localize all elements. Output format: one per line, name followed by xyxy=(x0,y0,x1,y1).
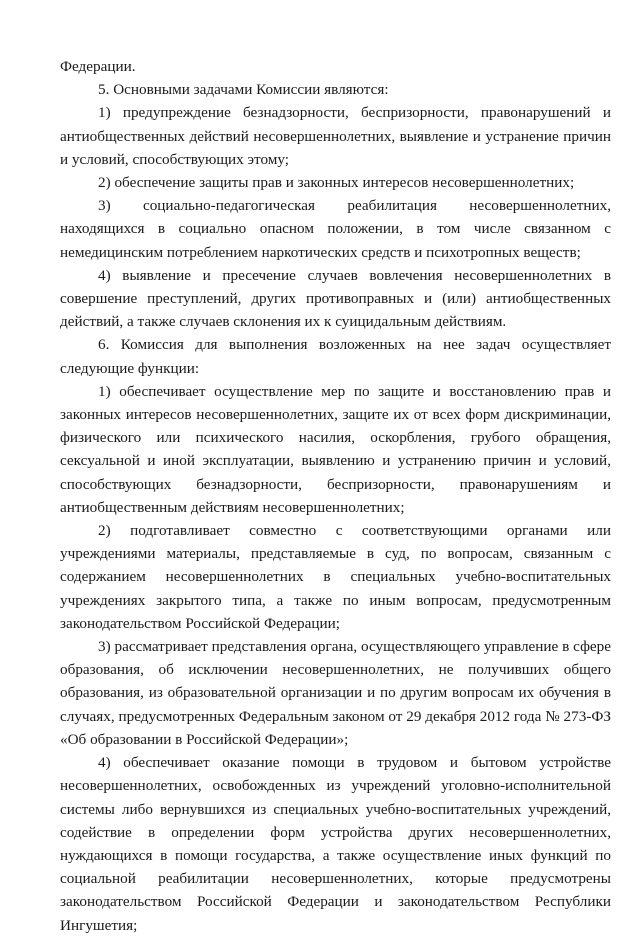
paragraph-task-3: 3) социально-педагогическая реабилитация несовершеннолетних, находящихся в социально опасном положении, в том числе связанном с немедицинским потреблением наркотических средств и психотропных веществ; xyxy=(60,197,611,261)
document-page xyxy=(60,55,611,937)
paragraph-function-4: 4) обеспечивает оказание помощи в трудовом и бытовом устройстве несовершеннолетних, освобожденных из учреждений уголовно-исполнительной системы либо вернувшихся из специальных учебно-воспитательных учреждений, содействие в определении форм устройства других несовершеннолетних, нуждающихся в помощи государства, а также осуществление иных функций по социальной реабилитации несовершеннолетних, которые предусмотрены законодательством Российской Федерации и законодательством Республики Ингушетия; xyxy=(60,754,611,934)
paragraph-function-3: 3) рассматривает представления органа, осуществляющего управление в сфере образования, об исключении несовершеннолетних, не получивших общего образования, из образовательной организации и по другим вопросам их обучения в случаях, предусмотренных Федеральным законом от 29 декабря 2012 года № 273-ФЗ «Об образовании в Российской Федерации»; xyxy=(60,638,611,748)
paragraph-task-2: 2) обеспечение защиты прав и законных интересов несовершеннолетних; xyxy=(98,174,575,192)
paragraph-function-2: 2) подготавливает совместно с соответствующими органами или учреждениями материалы, представляемые в суд, по вопросам, связанным с содержанием несовершеннолетних в специальных учебно-воспитательных учреждениях закрытого типа, а также по иным вопросам, предусмотренным законодательством Российской Федерации; xyxy=(60,522,611,632)
paragraph-task-4: 4) выявление и пресечение случаев вовлечения несовершеннолетних в совершение преступлений, других противоправных и (или) антиобщественных действий, а также случаев склонения их к суицидальным действиям. xyxy=(60,266,611,331)
paragraph-continuation: Федерации. xyxy=(60,58,136,75)
paragraph-function-1: 1) обеспечивает осуществление мер по защите и восстановлению прав и законных интересов несовершеннолетних, защите их от всех форм дискриминации, физического или психического насилия, оскорбления, грубого обращения, сексуальной и иной эксплуатации, выявлению и устранению причин и условий, способствующих безнадзорности, беспризорности, правонарушениям и антиобщественным действиям несовершеннолетних; xyxy=(60,382,611,516)
paragraph-task-1: 1) предупреждение безнадзорности, беспризорности, правонарушений и антиобщественных действий несовершеннолетних, выявление и устранение причин и условий, способствующих этому; xyxy=(60,104,611,168)
paragraph-item-5-heading: 5. Основными задачами Комиссии являются: xyxy=(98,81,389,99)
paragraph-item-6-heading: 6. Комиссия для выполнения возложенных на нее задач осуществляет следующие функции: xyxy=(60,336,611,377)
